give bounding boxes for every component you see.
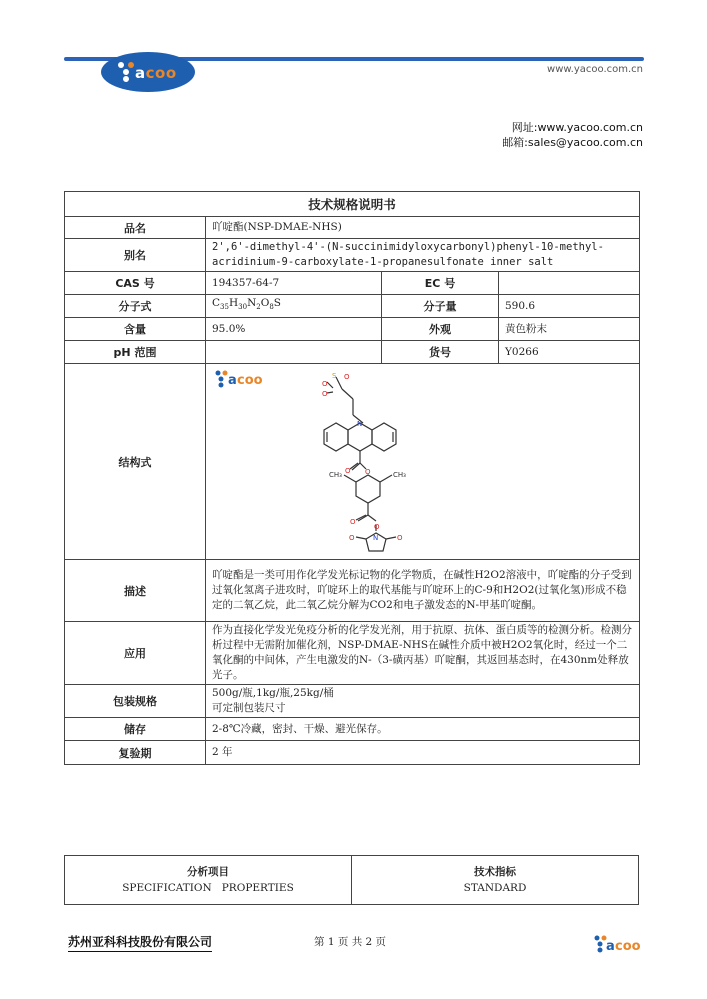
description-value: 吖啶酯是一类可用作化学发光标记物的化学物质，在碱性H2O2溶液中，吖啶酯的分子受到过氧化氢离子进攻时，吖啶环上的取代基能与吖啶环上的C-9和H2O2(过氧化氢)形成不稳定的二氧乙烷，此二氧乙烷分解为CO2和电子激发态的N-甲基吖啶酮。 bbox=[206, 560, 640, 622]
name-label: 品名 bbox=[65, 217, 206, 239]
header-logo[interactable] bbox=[101, 52, 195, 92]
packaging-value bbox=[206, 685, 640, 718]
standard-en: STANDARD bbox=[463, 882, 527, 894]
contact-block bbox=[502, 120, 643, 150]
analysis-table bbox=[64, 855, 639, 905]
name-value: 吖啶酯(NSP-DMAE-NHS) bbox=[206, 217, 640, 239]
svg-text:CH₃: CH₃ bbox=[393, 470, 406, 479]
website-line[interactable]: 网址:www.yacoo.com.cn bbox=[511, 121, 643, 134]
content-value: 95.0% bbox=[206, 318, 382, 341]
svg-text:O: O bbox=[344, 372, 350, 381]
description-label: 描述 bbox=[65, 560, 206, 622]
appearance-value: 黄色粉末 bbox=[499, 318, 640, 341]
structure-diagram bbox=[206, 365, 638, 559]
site-url[interactable]: www.yacoo.com.cn bbox=[547, 64, 643, 75]
svg-text:coo: coo bbox=[615, 939, 641, 954]
email-line[interactable]: 邮箱:sales@yacoo.com.cn bbox=[502, 136, 643, 149]
svg-text:O: O bbox=[374, 522, 380, 531]
item-value: Y0266 bbox=[499, 341, 640, 364]
logo-text: acoo bbox=[135, 64, 177, 82]
footer-logo-icon bbox=[593, 934, 641, 954]
footer-page-number: 第 1 页 共 2 页 bbox=[314, 936, 387, 948]
mw-value: 590.6 bbox=[499, 295, 640, 318]
svg-text:O: O bbox=[397, 533, 403, 542]
svg-text:N: N bbox=[357, 419, 363, 428]
structure-label: 结构式 bbox=[65, 364, 206, 560]
mw-label: 分子量 bbox=[382, 295, 499, 318]
packaging-line-1: 500g/瓶,1kg/瓶,25kg/桶 bbox=[212, 687, 334, 699]
storage-label: 储存 bbox=[65, 718, 206, 741]
logo-dots-icon bbox=[117, 61, 137, 83]
svg-text:coo: coo bbox=[237, 372, 263, 388]
cas-value: 194357-64-7 bbox=[206, 272, 382, 295]
packaging-line-2: 可定制包装尺寸 bbox=[212, 702, 286, 714]
structure-bonds bbox=[324, 377, 396, 551]
analysis-header-right bbox=[352, 856, 639, 905]
alias-label: 别名 bbox=[65, 239, 206, 272]
footer-logo bbox=[593, 934, 641, 958]
ec-label: EC 号 bbox=[382, 272, 499, 295]
svg-text:CH₃: CH₃ bbox=[329, 470, 342, 479]
svg-text:O: O bbox=[322, 389, 328, 398]
svg-text:O: O bbox=[345, 466, 351, 475]
formula-label: 分子式 bbox=[65, 295, 206, 318]
spec-title: 技术规格说明书 bbox=[65, 192, 640, 217]
analysis-item-en: SPECIFICATION PROPERTIES bbox=[122, 882, 294, 894]
svg-text:a: a bbox=[606, 939, 615, 954]
packaging-label: 包装规格 bbox=[65, 685, 206, 718]
storage-value: 2-8℃冷藏，密封、干燥、避光保存。 bbox=[206, 718, 640, 741]
appearance-label: 外观 bbox=[382, 318, 499, 341]
standard-cn: 技术指标 bbox=[474, 866, 516, 878]
retest-value: 2 年 bbox=[206, 741, 640, 765]
svg-text:O: O bbox=[365, 467, 371, 476]
ec-value bbox=[499, 272, 640, 295]
formula-value: $C_{35}H_{30}N_2O_8S$ bbox=[206, 295, 382, 318]
svg-text:S: S bbox=[332, 371, 337, 380]
analysis-header-left bbox=[65, 856, 352, 905]
content-label: 含量 bbox=[65, 318, 206, 341]
alias-value: 2',6'-dimethyl-4'-(N-succinimidyloxycarbonyl)phenyl-10-methyl-acridinium-9-carboxylate-1-propanesulfonate inner salt bbox=[206, 239, 640, 272]
ph-value bbox=[206, 341, 382, 364]
svg-text:O: O bbox=[349, 533, 355, 542]
svg-text:O: O bbox=[350, 517, 356, 526]
ph-label: pH 范围 bbox=[65, 341, 206, 364]
structure-cell bbox=[206, 364, 640, 560]
footer-company: 苏州亚科科技股份有限公司 bbox=[68, 933, 212, 952]
application-value: 作为直接化学发光免疫分析的化学发光剂，用于抗原、抗体、蛋白质等的检测分析。检测分析过程中无需附加催化剂，NSP-DMAE-NHS在碱性介质中被H2O2氧化时，经过一个二氧化酮的中间体，产生电激发的N-（3-磺丙基）吖啶酮，其返回基态时，在430nm处释放光子。 bbox=[206, 622, 640, 685]
svg-text:N: N bbox=[373, 533, 379, 542]
application-label: 应用 bbox=[65, 622, 206, 685]
retest-label: 复验期 bbox=[65, 741, 206, 765]
spec-table bbox=[64, 191, 640, 765]
structure-logo bbox=[216, 370, 263, 388]
cas-label: CAS 号 bbox=[65, 272, 206, 295]
item-label: 货号 bbox=[382, 341, 499, 364]
svg-text:O: O bbox=[322, 379, 328, 388]
analysis-item-cn: 分析项目 bbox=[187, 866, 229, 878]
svg-text:a: a bbox=[228, 372, 237, 388]
